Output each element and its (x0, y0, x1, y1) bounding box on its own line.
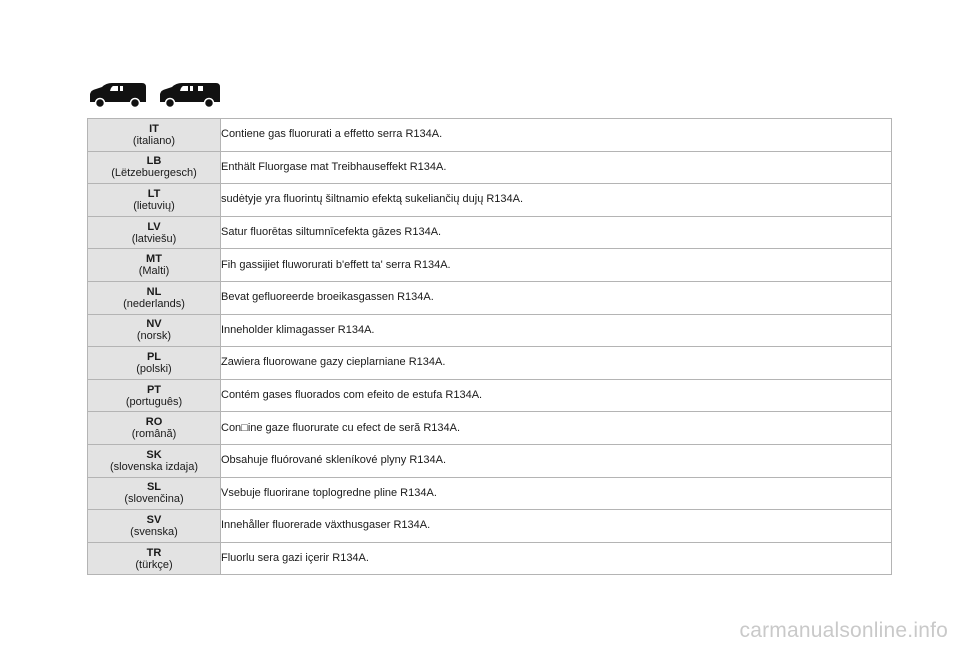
warning-text: Contém gases fluorados com efeito de estufa R134A. (221, 379, 892, 412)
language-code-cell (88, 510, 221, 543)
language-code-cell (88, 444, 221, 477)
van-long-icon (158, 82, 222, 108)
language-code: SV (146, 513, 162, 526)
language-code-cell (88, 184, 221, 217)
language-name: (português) (125, 395, 183, 408)
warning-text: Fih gassijiet fluworurati b'effett ta' serra R134A. (221, 249, 892, 282)
language-code: IT (149, 122, 159, 135)
language-code-cell (88, 281, 221, 314)
table-row (88, 477, 892, 510)
language-code: MT (146, 253, 162, 266)
language-code: PL (146, 350, 162, 363)
table-row (88, 249, 892, 282)
watermark: carmanualsonline.info (739, 619, 948, 642)
language-code: NV (146, 318, 162, 331)
language-code-cell (88, 347, 221, 380)
table-row (88, 314, 892, 347)
language-code: LB (146, 155, 162, 168)
language-name: (română) (131, 428, 177, 441)
language-name: (polski) (136, 362, 172, 375)
language-code: LV (147, 220, 161, 233)
warning-text: Zawiera fluorowane gazy cieplarniane R134A. (221, 347, 892, 380)
warning-text: Fluorlu sera gazi içerir R134A. (221, 542, 892, 575)
table-row (88, 412, 892, 445)
table-row (88, 542, 892, 575)
language-name: (slovenčina) (124, 493, 184, 506)
table-row (88, 444, 892, 477)
language-name: (italiano) (132, 134, 176, 147)
table-row (88, 216, 892, 249)
language-code-cell (88, 412, 221, 445)
vehicle-icons (88, 82, 222, 108)
language-name: (Lëtzebuergesch) (111, 167, 197, 180)
language-name: (latviešu) (131, 232, 177, 245)
language-code-cell (88, 314, 221, 347)
language-code-cell (88, 542, 221, 575)
language-name: (Malti) (138, 265, 170, 278)
language-name: (slovenska izdaja) (109, 460, 199, 473)
language-code: SK (146, 448, 162, 461)
language-name: (nederlands) (123, 297, 185, 310)
language-name: (svenska) (130, 525, 178, 538)
language-code: PT (146, 383, 162, 396)
language-code: TR (146, 546, 162, 559)
table-row (88, 379, 892, 412)
language-code: SL (146, 481, 162, 494)
language-name: (lietuvių) (133, 199, 175, 212)
van-short-icon (88, 82, 148, 108)
table-row (88, 151, 892, 184)
language-code-cell (88, 477, 221, 510)
warning-text: Satur fluorētas siltumnīcefekta gāzes R134A. (221, 216, 892, 249)
language-code: RO (145, 416, 163, 429)
warning-text: Contiene gas fluorurati a effetto serra R134A. (221, 119, 892, 152)
warning-text: Bevat gefluoreerde broeikasgassen R134A. (221, 281, 892, 314)
warning-text: Innehåller fluorerade växthusgaser R134A. (221, 510, 892, 543)
language-table-body (88, 119, 892, 575)
table-row (88, 119, 892, 152)
language-name: (norsk) (136, 330, 172, 343)
language-code-cell (88, 216, 221, 249)
table-row (88, 510, 892, 543)
language-code: NL (146, 285, 162, 298)
language-code-cell (88, 151, 221, 184)
warning-text: Con□ine gaze fluorurate cu efect de seră R134A. (221, 412, 892, 445)
warning-text: Enthält Fluorgase mat Treibhauseffekt R134A. (221, 151, 892, 184)
warning-text: sudėtyje yra fluorintų šiltnamio efektą sukeliančių dujų R134A. (221, 184, 892, 217)
language-code-cell (88, 249, 221, 282)
table-row (88, 184, 892, 217)
language-table (87, 118, 892, 575)
language-code-cell (88, 379, 221, 412)
warning-text: Obsahuje fluórované skleníkové plyny R134A. (221, 444, 892, 477)
language-code: LT (147, 187, 161, 200)
table-row (88, 347, 892, 380)
warning-text: Vsebuje fluorirane toplogredne pline R134A. (221, 477, 892, 510)
language-code-cell (88, 119, 221, 152)
warning-text: Inneholder klimagasser R134A. (221, 314, 892, 347)
table-row (88, 281, 892, 314)
language-name: (türkçe) (135, 558, 173, 571)
